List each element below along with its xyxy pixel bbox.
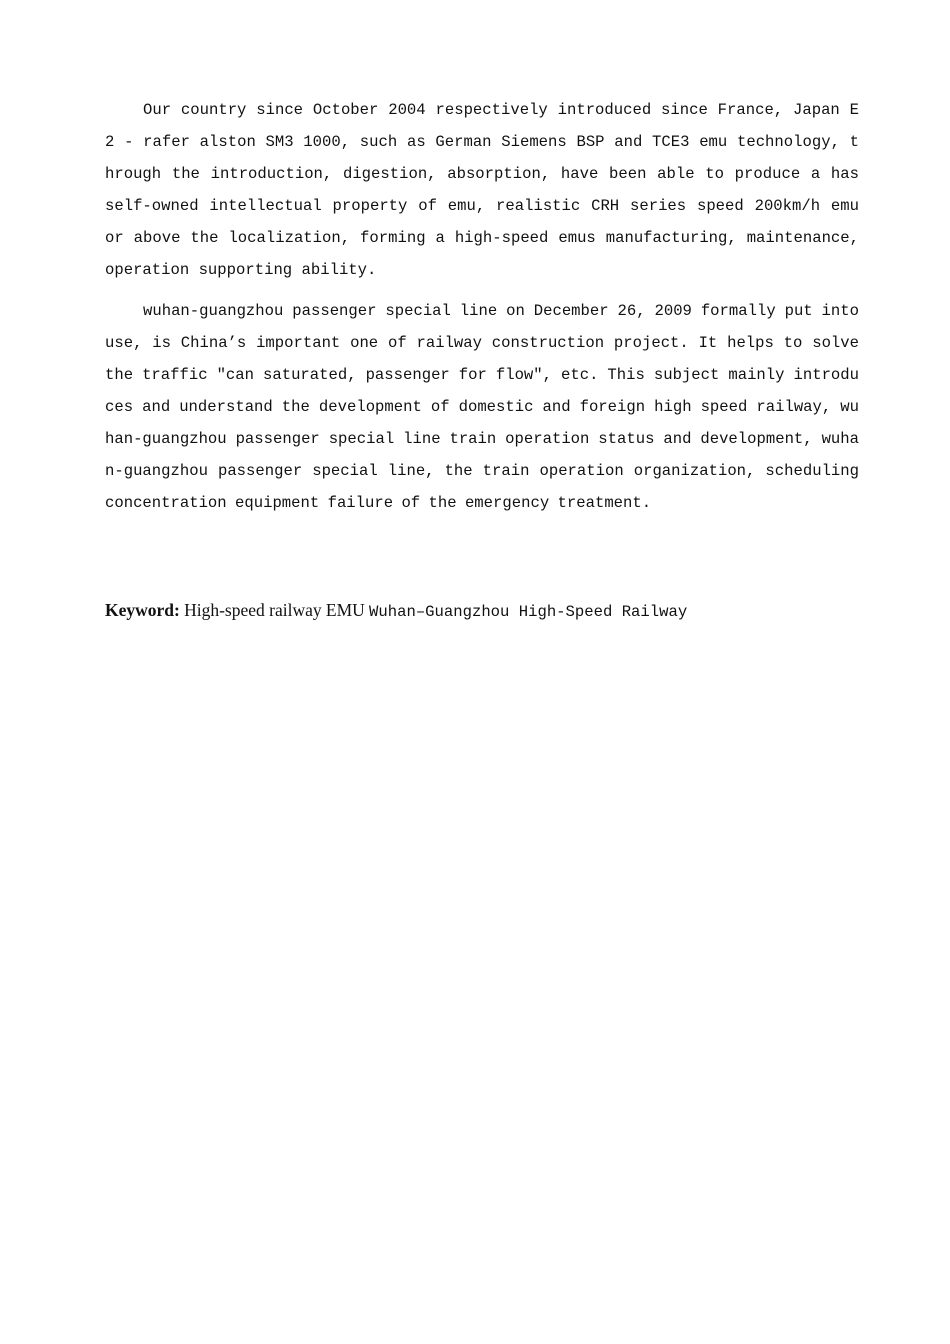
abstract-paragraph-2: wuhan-guangzhou passenger special line on December 26, 2009 formally put into use, is China’s important one of railway construction project. It helps to solve the traffic "can saturated, passenger for flow", etc. This subject mainly introduces and understand the development of domestic and foreign high speed railway, wuhan-guangzhou passenger special line train operation status and development, wuhan-guangzhou passenger special line, the train operation organization, scheduling concentration equipment failure of the emergency treatment.: [105, 302, 859, 512]
keywords-label: Keyword:: [105, 600, 180, 620]
keyword-term-1: High-speed railway: [184, 600, 322, 620]
abstract-body: [105, 94, 859, 519]
keyword-term-2: EMU: [325, 600, 365, 620]
keywords-line: [105, 598, 859, 624]
keyword-term-3: Wuhan–Guangzhou High-Speed Railway: [369, 603, 688, 621]
abstract-paragraph-1: Our country since October 2004 respectively introduced since France, Japan E2 - rafer alston SM3 1000, such as German Siemens BSP and TCE3 emu technology, through the introduction, digestion, absorption, have been able to produce a has self-owned intellectual property of emu, realistic CRH series speed 200km/h emu or above the localization, forming a high-speed emus manufacturing, maintenance, operation supporting ability.: [105, 101, 859, 279]
